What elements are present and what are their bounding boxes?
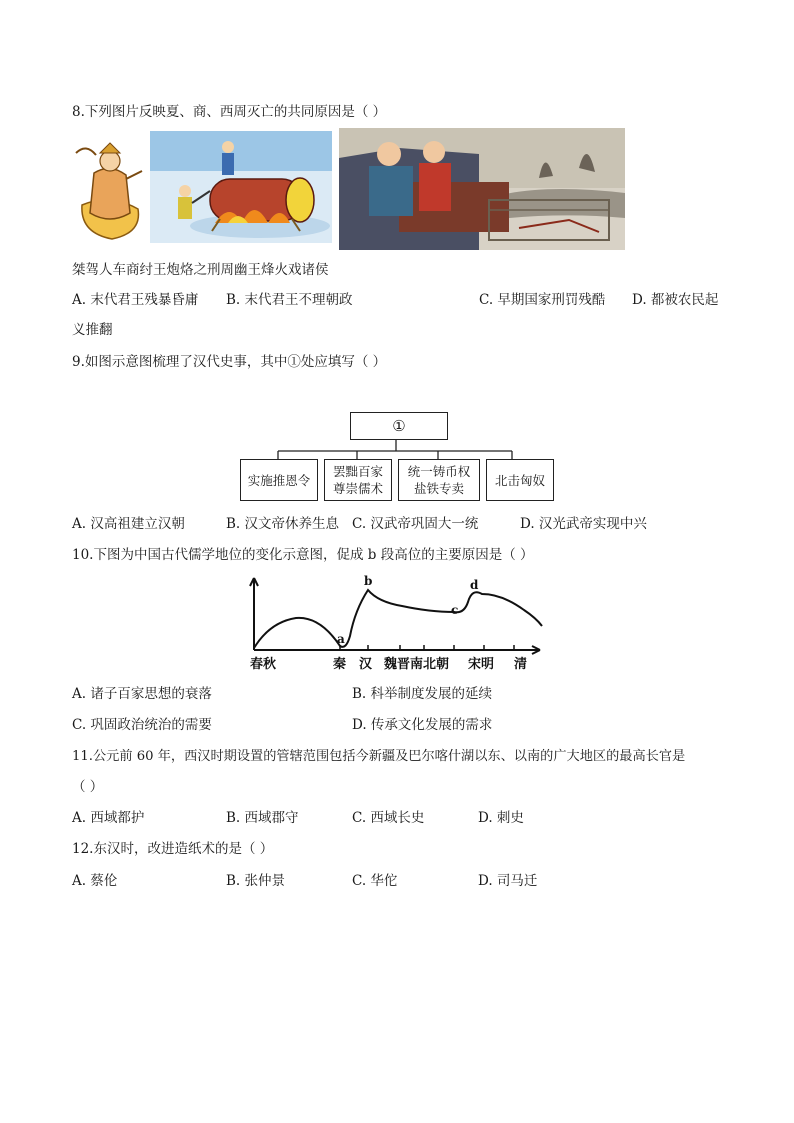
q9-option-d[interactable]: D. 汉光武帝实现中兴 <box>520 516 647 532</box>
q8-option-d[interactable]: D. 都被农民起 <box>632 292 719 308</box>
chart-status-line <box>254 590 542 648</box>
q11-option-a[interactable]: A. 西域都护 <box>72 810 145 826</box>
chart-x-label-qin: 秦 <box>333 657 347 672</box>
q11-option-c[interactable]: C. 西域长史 <box>352 810 425 826</box>
chart-x-label-songming: 宋明 <box>468 657 495 672</box>
chart-x-label-weijin: 魏晋南北朝 <box>384 657 450 672</box>
diagram-box-4-line1: 北击匈奴 <box>494 472 545 488</box>
q8-option-d-continued: 义推翻 <box>72 322 113 338</box>
diagram-box-2-line1: 罢黜百家 <box>332 464 383 479</box>
q10-stem: 10.下图为中国古代儒学地位的变化示意图，促成 b 段高位的主要原因是（ ） <box>72 547 534 563</box>
q12-stem: 12.东汉时，改进造纸术的是（ ） <box>72 841 274 857</box>
diagram-root-box <box>350 412 448 440</box>
q10-option-a[interactable]: A. 诸子百家思想的衰落 <box>72 686 212 702</box>
q9-option-c[interactable]: C. 汉武帝巩固大一统 <box>352 516 479 532</box>
q11-answer-paren: （ ） <box>72 779 104 795</box>
q12-option-b[interactable]: B. 张仲景 <box>226 873 286 889</box>
q10-option-c[interactable]: C. 巩固政治统治的需要 <box>72 717 212 733</box>
q11-option-d[interactable]: D. 刺史 <box>478 810 524 826</box>
q12-option-a[interactable]: A. 蔡伦 <box>72 873 118 889</box>
chart-point-label-b: b <box>364 574 373 588</box>
q8-stem: 8.下列图片反映夏、商、西周灭亡的共同原因是（ ） <box>72 104 387 120</box>
diagram-box-2 <box>324 459 392 501</box>
beacon-fire-image <box>339 128 625 250</box>
diagram-box-1-line1: 实施推恩令 <box>247 472 311 488</box>
q11-stem: 11.公元前 60 年，西汉时期设置的管辖范围包括今新疆及巴尔喀什湖以东、以南的广大地区的最高长官是 <box>72 749 686 764</box>
q9-option-b[interactable]: B. 汉文帝休养生息 <box>226 516 340 532</box>
diagram-root-label: ① <box>392 416 406 435</box>
q11-option-b[interactable]: B. 西域郡守 <box>226 810 299 826</box>
chart-x-label-han: 汉 <box>359 657 373 672</box>
chart-x-label-chunqiu: 春秋 <box>250 657 277 672</box>
q9-option-a[interactable]: A. 汉高祖建立汉朝 <box>72 516 185 532</box>
q10-option-d[interactable]: D. 传承文化发展的需求 <box>352 717 493 733</box>
chart-x-label-qing: 清 <box>514 657 528 672</box>
chart-point-label-a: a <box>337 632 345 646</box>
diagram-box-3 <box>398 459 480 501</box>
q8-option-a[interactable]: A. 末代君王残暴昏庸 <box>72 292 199 308</box>
diagram-box-4 <box>486 459 554 501</box>
jie-riding-human-cart-image <box>72 133 148 243</box>
diagram-box-3-line2: 盐铁专卖 <box>413 481 464 496</box>
q9-stem: 9.如图示意图梳理了汉代史事，其中①处应填写（ ） <box>72 354 387 370</box>
chart-point-label-c: c <box>451 603 459 617</box>
confucianism-status-chart <box>240 572 556 676</box>
diagram-box-3-line1: 统一铸币权 <box>407 464 471 479</box>
diagram-box-2-line2: 尊崇儒术 <box>332 481 383 496</box>
diagram-box-1 <box>240 459 318 501</box>
paolao-punishment-image <box>150 131 332 243</box>
q8-image-caption: 桀驾人车商纣王炮烙之刑周幽王烽火戏诸侯 <box>72 262 329 278</box>
q8-option-c[interactable]: C. 早期国家刑罚残酷 <box>479 292 606 308</box>
q12-option-d[interactable]: D. 司马迁 <box>478 873 538 889</box>
q8-option-b[interactable]: B. 末代君王不理朝政 <box>226 292 353 308</box>
q10-option-b[interactable]: B. 科举制度发展的延续 <box>352 686 493 702</box>
chart-point-label-d: d <box>470 578 479 592</box>
q12-option-c[interactable]: C. 华佗 <box>352 873 398 889</box>
